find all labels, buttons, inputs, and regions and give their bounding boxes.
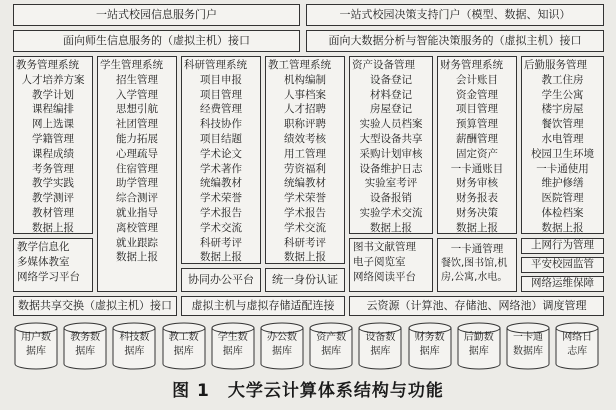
database-cylinder	[506, 322, 550, 370]
portal-decision-support: 一站式校园决策支持门户（模型、数据、知识）	[306, 4, 604, 26]
campus-card-management: 一卡通管理 餐饮,图书馆,机房,公寓,水电。	[437, 238, 517, 292]
virtual-storage-adapter: 虚拟主机与虚拟存储适配连接	[181, 296, 345, 316]
system-column-logistics: 后勤服务管理 教工住房 学生公寓 楼宇房屋 餐饮管理 水电管理 校园卫生环境 一卡通使用 维护修缮 医院管理 体检档案 数据上报	[521, 56, 604, 234]
database-cylinder	[358, 322, 402, 370]
portal-info-service: 一站式校园信息服务门户	[13, 4, 300, 26]
database-cylinder	[309, 322, 353, 370]
database-label: 学生数	[217, 332, 248, 343]
internet-behavior-management: 上网行为管理	[521, 238, 604, 254]
database-label: 据库	[124, 346, 145, 357]
database-cylinder	[63, 322, 107, 370]
system-column-assets: 资产设备管理 设备登记 材料登记 房屋登记 实验人员档案 大型设备共享 采购计划审核 设备维护日志 实验室考评 设备报销 实验学术交流 数据上报	[349, 56, 433, 234]
database-label: 据库	[272, 346, 292, 357]
collaborative-office-platform: 协同办公平台	[181, 268, 261, 292]
network-ops-assurance: 网络运维保障	[521, 276, 604, 292]
database-label: 设备数	[365, 332, 396, 343]
unified-identity-auth: 统一身份认证	[265, 268, 345, 292]
database-label: 财务数	[414, 332, 445, 343]
database-label: 据库	[26, 346, 46, 357]
system-column-staff: 教工管理系统 机构编制 人事档案 人才招聘 职称评聘 绩效考核 用工管理 劳资福利 统编教材 学术荣誉 学术报告 学术交流 科研考评 数据上报	[265, 56, 345, 264]
interface-bigdata: 面向大数据分析与智能决策服务的（虚拟主机）接口	[306, 30, 604, 52]
data-sharing-interface: 数据共享交换（虚拟主机）接口	[13, 296, 177, 316]
database-cylinder	[112, 322, 156, 370]
database-label: 志库	[567, 346, 588, 357]
database-label: 教务数	[70, 332, 101, 343]
library-management: 图书文献管理 电子阅览室 网络阅读平台	[349, 238, 433, 292]
database-label: 据库	[321, 346, 342, 357]
database-label: 网络日	[562, 332, 593, 343]
database-label: 资产数	[316, 332, 347, 343]
database-label: 教工数	[168, 332, 199, 343]
database-cylinder	[555, 322, 599, 370]
database-label: 据库	[75, 346, 96, 357]
education-platform: 教学信息化 多媒体教室 网络学习平台	[13, 238, 93, 292]
database-cylinder	[211, 322, 255, 370]
database-cylinder	[408, 322, 452, 370]
database-label: 数据库	[513, 346, 543, 357]
database-cylinder	[457, 322, 501, 370]
figure-caption: 图 1 大学云计算体系结构与功能	[172, 381, 444, 401]
database-label: 据库	[419, 346, 440, 357]
system-column-academic: 教务管理系统 人才培养方案 教学计划 课程编排 网上选课 学籍管理 课程成绩 考务管理 教学实践 教学测评 教材管理 数据上报	[13, 56, 93, 234]
database-cylinder	[14, 322, 58, 370]
interface-teacher-student: 面向师生信息服务的（虚拟主机）接口	[13, 30, 300, 52]
cloud-resource-scheduling: 云资源（计算池、存储池、网络池）调度管理	[349, 296, 604, 316]
database-label: 据库	[468, 346, 489, 357]
database-label: 据库	[222, 346, 243, 357]
database-label: 用户数	[21, 332, 51, 343]
database-cylinder	[162, 322, 206, 370]
database-label: 后勤数	[463, 332, 494, 343]
database-label: 一卡通	[513, 332, 543, 343]
database-label: 办公数	[267, 332, 297, 343]
database-label: 科技数	[119, 332, 150, 343]
database-label: 据库	[370, 346, 391, 357]
system-column-finance: 财务管理系统 会计账目 资金管理 项目管理 预算管理 薪酬管理 固定资产 一卡通账目 财务审核 财务报表 财务决策 数据上报	[437, 56, 517, 234]
database-label: 据库	[173, 346, 194, 357]
database-cylinder	[260, 322, 304, 370]
safe-campus-monitoring: 平安校园监管	[521, 257, 604, 273]
system-column-student: 学生管理系统 招生管理 入学管理 思想引航 社团管理 能力拓展 心理疏导 住宿管理 助学管理 综合测评 就业指导 离校管理 就业跟踪 数据上报	[97, 56, 177, 292]
system-column-research: 科研管理系统 项目申报 项目管理 经费管理 科技协作 项目结题 学术论文 学术著作 统编教材 学术荣誉 学术报告 学术交流 科研考评 数据上报	[181, 56, 261, 264]
